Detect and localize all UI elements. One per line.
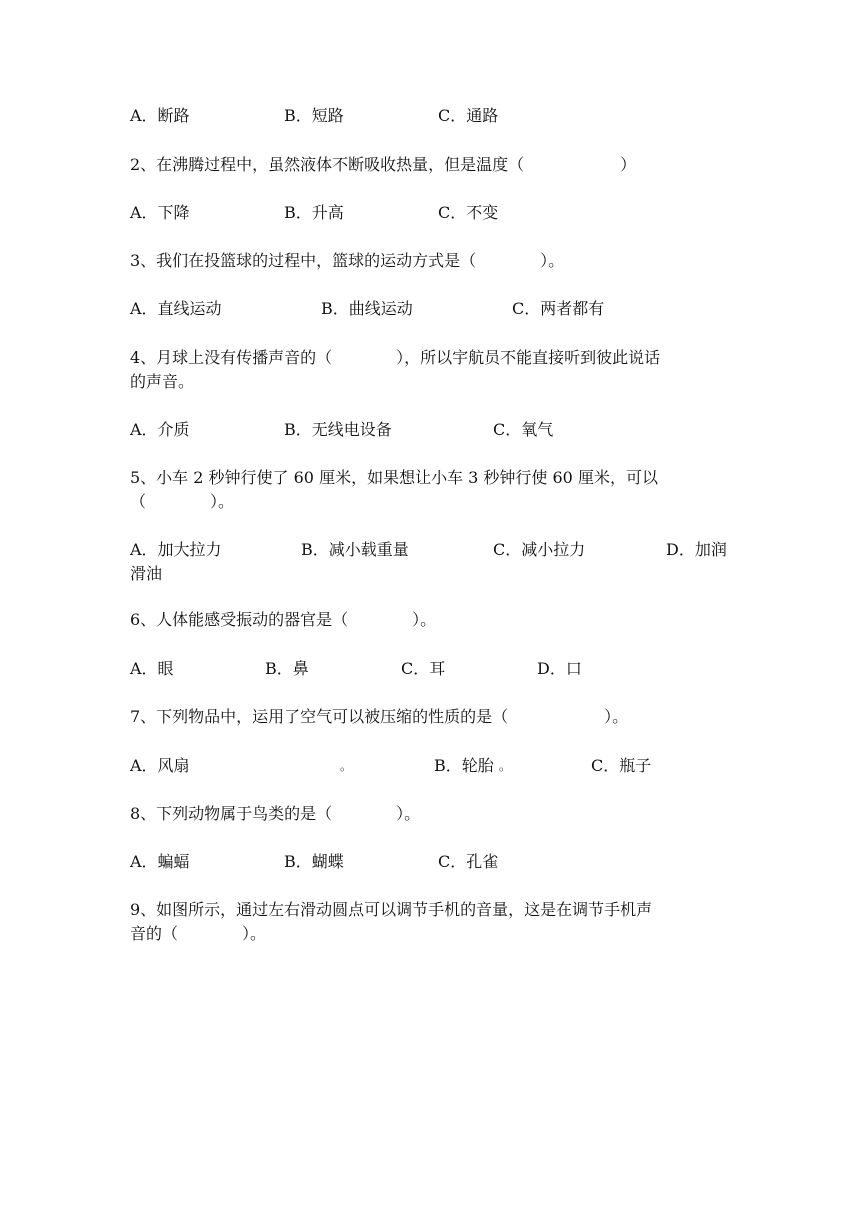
q6-option-c: C．耳 [401,659,446,678]
q3-stem: 3、我们在投篮球的过程中，篮球的运动方式是（ ）。 [130,251,565,270]
q5-option-b: B．减小载重量 [301,540,409,559]
q2-option-c: C．不变 [438,203,499,222]
q8-option-b: B．蝴蝶 [284,852,344,871]
q5-option-c: C．减小拉力 [493,540,586,559]
q4-option-c: C．氧气 [493,420,554,439]
q9-stem-line1: 9、如图所示，通过左右滑动圆点可以调节手机的音量，这是在调节手机声 [130,900,653,919]
q7-stray-dot: 。 [340,759,353,773]
q3-option-a: A．直线运动 [130,299,222,318]
q2-option-b: B．升高 [284,203,344,222]
q4-stem-line2: 的声音。 [130,372,195,391]
q3-option-c: C．两者都有 [512,299,605,318]
q4-option-a: A．介质 [130,420,190,439]
q6-option-b: B．鼻 [265,659,309,678]
q8-option-c: C．孔雀 [438,852,499,871]
q5-option-a: A．加大拉力 [130,540,222,559]
q7-stray-dot-2: 。 [499,759,512,773]
q6-option-a: A．眼 [130,659,174,678]
q8-stem: 8、下列动物属于鸟类的是（ ）。 [130,804,421,823]
q5-stem-line2: （ ）。 [130,492,235,511]
q5-option-d-continuation: 滑油 [130,564,163,583]
q1-option-c: C．通路 [438,106,499,125]
q5-stem-line1: 5、小车 2 秒钟行使了 60 厘米，如果想让小车 3 秒钟行使 60 厘米，可以 [130,468,658,487]
q9-stem-line2: 音的（ ）。 [130,924,267,943]
q7-option-c: C．瓶子 [591,756,652,775]
q4-option-b: B．无线电设备 [284,420,392,439]
q2-option-a: A．下降 [130,203,190,222]
q7-option-a: A．风扇 [130,756,190,775]
q8-option-a: A．蝙蝠 [130,852,190,871]
q7-stem: 7、下列物品中，运用了空气可以被压缩的性质的是（ ）。 [130,707,629,726]
q5-option-d: D．加润 [666,540,727,559]
q1-option-b: B．短路 [284,106,344,125]
q2-stem: 2、在沸腾过程中，虽然液体不断吸收热量，但是温度（ ） [130,155,637,174]
q1-option-a: A．断路 [130,106,190,125]
q6-option-d: D．口 [537,659,582,678]
q6-stem: 6、人体能感受振动的器官是（ ）。 [130,610,437,629]
q7-option-b: B．轮胎 [434,756,494,775]
q4-stem-line1: 4、月球上没有传播声音的（ ），所以宇航员不能直接听到彼此说话 [130,348,661,367]
q3-option-b: B．曲线运动 [321,299,413,318]
